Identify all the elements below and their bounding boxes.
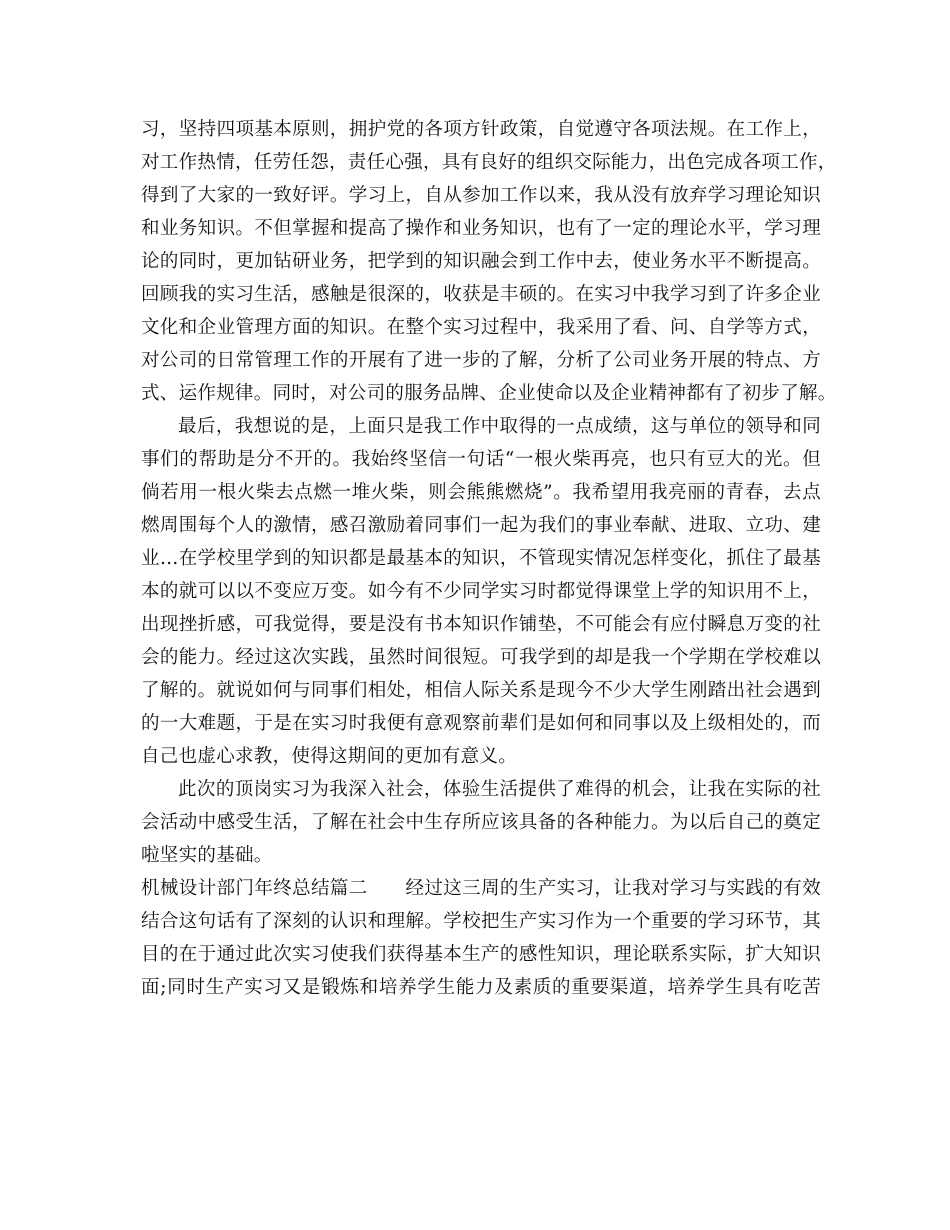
text-line: 对公司的日常管理工作的开展有了进一步的了解，分析了公司业务开展的特点、方 (141, 350, 821, 371)
text-line: 倘若用一根火柴去点燃一堆火柴，则会熊熊燃烧”。我希望用我亮丽的青春，去点 (141, 482, 821, 503)
text-line: 文化和企业管理方面的知识。在整个实习过程中，我采用了看、问、自学等方式， (141, 317, 821, 338)
text-line: 啦坚实的基础。 (141, 845, 273, 866)
text-line: 回顾我的实习生活，感触是很深的，收获是丰硕的。在实习中我学习到了许多企业 (141, 284, 821, 305)
text-line: 最后，我想说的是，上面只是我工作中取得的一点成绩，这与单位的领导和同 (178, 416, 821, 437)
text-line: 业…在学校里学到的知识都是最基本的知识，不管现实情况怎样变化，抓住了最基 (141, 548, 821, 569)
text-line: 事们的帮助是分不开的。我始终坚信一句话“一根火柴再亮，也只有豆大的光。但 (141, 449, 821, 470)
text-line: 和业务知识。不但掌握和提高了操作和业务知识，也有了一定的理论水平，学习理 (141, 218, 821, 239)
text-line: 面;同时生产实习又是锻炼和培养学生能力及素质的重要渠道，培养学生具有吃苦 (141, 977, 821, 998)
text-line: 结合这句话有了深刻的认识和理解。学校把生产实习作为一个重要的学习环节，其 (141, 911, 821, 932)
text-line: 此次的顶岗实习为我深入社会，体验生活提供了难得的机会，让我在实际的社 (178, 779, 821, 800)
text-line: 习，坚持四项基本原则，拥护党的各项方针政策，自觉遵守各项法规。在工作上， (141, 119, 821, 140)
text-line: 式、运作规律。同时，对公司的服务品牌、企业使命以及企业精神都有了初步了解。 (141, 383, 837, 404)
text-line: 得到了大家的一致好评。学习上，自从参加工作以来，我从没有放弃学习理论知识 (141, 185, 821, 206)
text-line: 出现挫折感，可我觉得，要是没有书本知识作铺垫，不可能会有应付瞬息万变的社 (141, 614, 821, 635)
text-line: 的一大难题，于是在实习时我便有意观察前辈们是如何和同事以及上级相处的，而 (141, 713, 821, 734)
text-line: 会的能力。经过这次实践，虽然时间很短。可我学到的却是我一个学期在学校难以 (141, 647, 821, 668)
text-line: 燃周围每个人的激情，感召激励着同事们一起为我们的事业奉献、进取、立功、建 (141, 515, 821, 536)
text-line: 自己也虚心求教，使得这期间的更加有意义。 (141, 746, 518, 767)
text-line: 目的在于通过此次实习使我们获得基本生产的感性知识，理论联系实际，扩大知识 (141, 944, 821, 965)
text-line: 了解的。就说如何与同事们相处，相信人际关系是现今不少大学生刚踏出社会遇到 (141, 680, 821, 701)
section-heading-line: 机械设计部门年终总结篇二 经过这三周的生产实习，让我对学习与实践的有效 (141, 878, 821, 899)
text-line: 论的同时，更加钻研业务，把学到的知识融会到工作中去，使业务水平不断提高。 (141, 251, 821, 272)
text-line: 会活动中感受生活，了解在社会中生存所应该具备的各种能力。为以后自己的奠定 (141, 812, 821, 833)
text-line: 对工作热情，任劳任怨，责任心强，具有良好的组织交际能力，出色完成各项工作， (141, 152, 837, 173)
text-line: 本的就可以以不变应万变。如今有不少同学实习时都觉得课堂上学的知识用不上， (141, 581, 821, 602)
